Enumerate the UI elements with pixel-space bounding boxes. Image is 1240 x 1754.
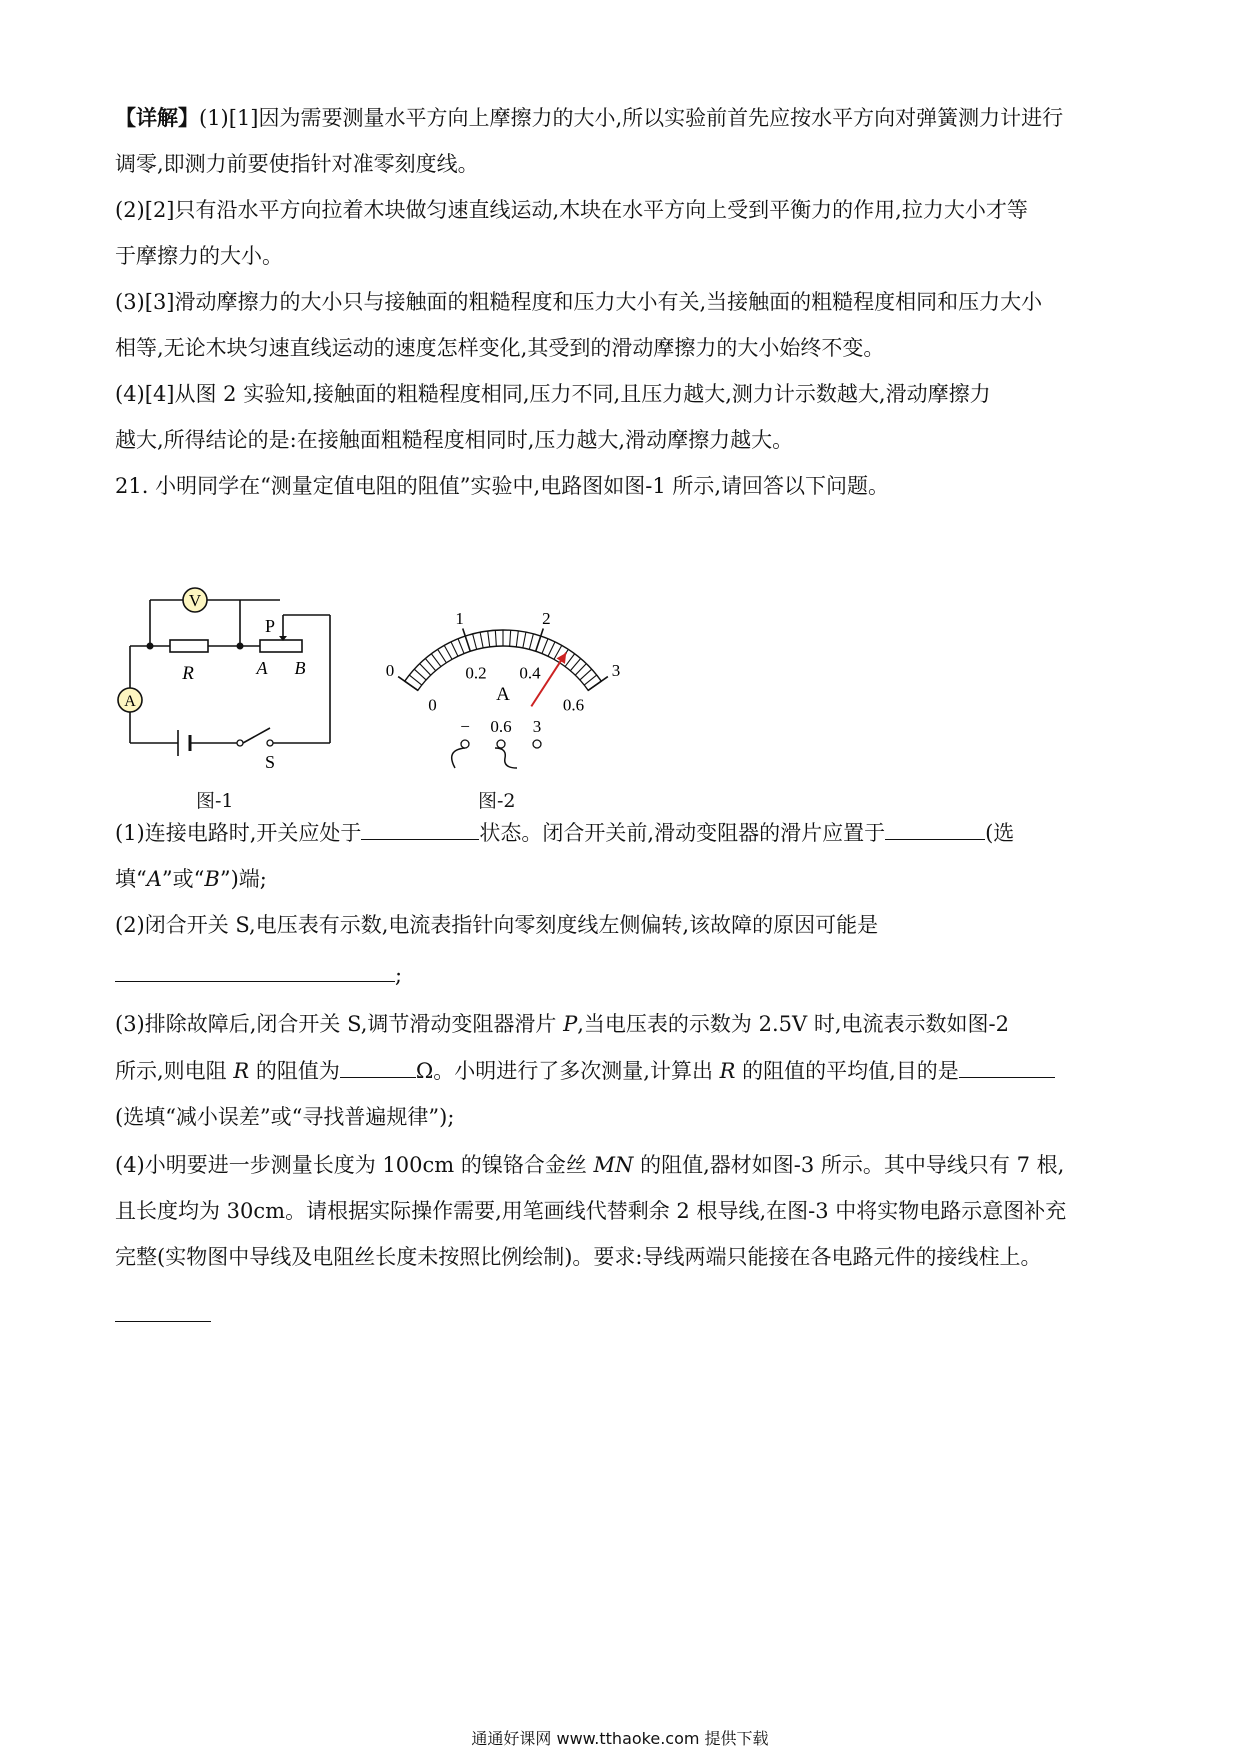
q3-text: 的阻值为 xyxy=(249,1059,340,1083)
answer-blank[interactable] xyxy=(115,963,395,982)
q4-line-2: 且长度均为 30cm。请根据实际操作需要,用笔画线代替剩余 2 根导线,在图-3 中将实物电路示意图补充 xyxy=(115,1199,1067,1223)
answer-blank[interactable] xyxy=(115,1303,211,1322)
q4-line-1 xyxy=(115,1150,1064,1180)
page-footer: 通通好课网 www.tthaoke.com 提供下载 xyxy=(471,1729,769,1748)
junction-dot xyxy=(147,643,154,650)
q3-text: 所示,则电阻 xyxy=(115,1059,234,1083)
lower-scale-label: 0 xyxy=(428,695,437,715)
terminal-3 xyxy=(533,740,541,748)
upper-scale-label: 2 xyxy=(542,609,551,629)
solution-line-4: 于摩擦力的大小。 xyxy=(115,244,283,268)
option-a: A xyxy=(146,867,162,891)
solution-line-5: (3)[3]滑动摩擦力的大小只与接触面的粗糙程度和压力大小有关,当接触面的粗糙程度相同和压力大小 xyxy=(115,290,1043,314)
q1-line-2 xyxy=(115,864,267,894)
terminal-negative xyxy=(461,740,469,748)
q3-line-2 xyxy=(115,1056,1055,1086)
q3-line-3: (选填“减小误差”或“寻找普遍规律”); xyxy=(115,1105,455,1129)
q1-text: 状态。闭合开关前,滑动变阻器的滑片应置于 xyxy=(479,821,886,845)
q2-line-1: (2)闭合开关 S,电压表有示数,电流表指针向零刻度线左侧偏转,该故障的原因可能是 xyxy=(115,913,879,937)
figure-1-circuit xyxy=(110,570,350,772)
q3-var: R xyxy=(719,1059,736,1083)
q1-text: 填“ xyxy=(115,867,147,891)
rheostat xyxy=(260,640,302,652)
q3-text: (3)排除故障后,闭合开关 S,调节滑动变阻器滑片 xyxy=(115,1012,564,1036)
upper-scale-label: 1 xyxy=(455,609,464,629)
solution-line-6: 相等,无论木块匀速直线运动的速度怎样变化,其受到的滑动摩擦力的大小始终不变。 xyxy=(115,336,885,360)
q2-text: ; xyxy=(395,963,403,987)
q1-text: ”)端; xyxy=(219,867,267,891)
q3-line-1 xyxy=(115,1009,1009,1039)
solution-line-8: 越大,所得结论的是:在接触面粗糙程度相同时,压力越大,滑动摩擦力越大。 xyxy=(115,428,794,452)
q3-text: 的阻值的平均值,目的是 xyxy=(735,1059,959,1083)
lower-scale-label: 0.4 xyxy=(519,663,541,683)
question-stem: 21. 小明同学在“测量定值电阻的阻值”实验中,电路图如图-1 所示,请回答以下问题。 xyxy=(115,474,890,498)
answer-blank[interactable] xyxy=(885,821,985,840)
answer-blank[interactable] xyxy=(340,1059,416,1078)
ammeter-label: A xyxy=(124,693,136,710)
answer-blank[interactable] xyxy=(959,1059,1055,1078)
solution-line-2: 调零,即测力前要使指针对准零刻度线。 xyxy=(115,152,479,176)
option-b: B xyxy=(204,867,220,891)
resistor-r xyxy=(170,640,208,652)
slider-label: P xyxy=(264,616,276,636)
q3-var: R xyxy=(233,1059,250,1083)
junction-dot xyxy=(237,643,244,650)
solution-line-3: (2)[2]只有沿水平方向拉着木块做匀速直线运动,木块在水平方向上受到平衡力的作用,拉力大小才等 xyxy=(115,198,1028,222)
q4-var: MN xyxy=(593,1153,634,1177)
terminal-label: − xyxy=(460,717,470,736)
figure-2-caption: 图-2 xyxy=(478,790,516,812)
end-a-label: A xyxy=(256,658,268,678)
figure-1-caption: 图-1 xyxy=(196,790,234,812)
end-b-label: B xyxy=(294,658,306,678)
solution-text: (1)[1]因为需要测量水平方向上摩擦力的大小,所以实验前首先应按水平方向对弹簧测力计进行 xyxy=(199,106,1064,130)
solution-line-7: (4)[4]从图 2 实验知,接触面的粗糙程度相同,压力不同,且压力越大,测力计示数越大,滑动摩擦力 xyxy=(115,382,991,406)
terminal-wire xyxy=(495,748,517,768)
q4-line-3: 完整(实物图中导线及电阻丝长度未按照比例绘制)。要求:导线两端只能接在各电路元件的接线柱上。 xyxy=(115,1245,1042,1269)
switch-s xyxy=(243,728,270,743)
terminal-label: 0.6 xyxy=(490,717,512,736)
q4-answer-line xyxy=(115,1300,211,1330)
upper-scale-label: 3 xyxy=(611,660,621,680)
solution-heading: 【详解】 xyxy=(115,105,199,130)
solution-line-1 xyxy=(115,103,1063,133)
lower-scale-label: 0.2 xyxy=(465,663,487,683)
figure-2-ammeter-dial xyxy=(385,600,625,780)
switch-label: S xyxy=(264,752,276,772)
upper-scale-label: 0 xyxy=(385,660,395,680)
q3-text: Ω。小明进行了多次测量,计算出 xyxy=(415,1059,720,1083)
unit-label: A xyxy=(496,684,510,705)
terminal-wire xyxy=(452,748,465,768)
q3-text: ,当电压表的示数为 2.5V 时,电流表示数如图-2 xyxy=(577,1012,1009,1036)
voltmeter-label: V xyxy=(188,591,202,610)
q4-text: (4)小明要进一步测量长度为 100cm 的镍铬合金丝 xyxy=(115,1153,594,1177)
lower-scale-label: 0.6 xyxy=(562,695,585,715)
q3-var: P xyxy=(563,1012,578,1036)
terminal-0-6 xyxy=(497,740,505,748)
q4-text: 的阻值,器材如图-3 所示。其中导线只有 7 根, xyxy=(633,1153,1065,1177)
q1-text: (选 xyxy=(985,821,1015,845)
answer-blank[interactable] xyxy=(361,821,479,840)
q1-text: (1)连接电路时,开关应处于 xyxy=(115,821,362,845)
q1-line-1 xyxy=(115,818,1014,848)
resistor-label: R xyxy=(182,663,194,684)
terminal-label: 3 xyxy=(532,717,542,736)
q1-text: ”或“ xyxy=(161,867,205,891)
q2-line-2 xyxy=(115,960,402,990)
